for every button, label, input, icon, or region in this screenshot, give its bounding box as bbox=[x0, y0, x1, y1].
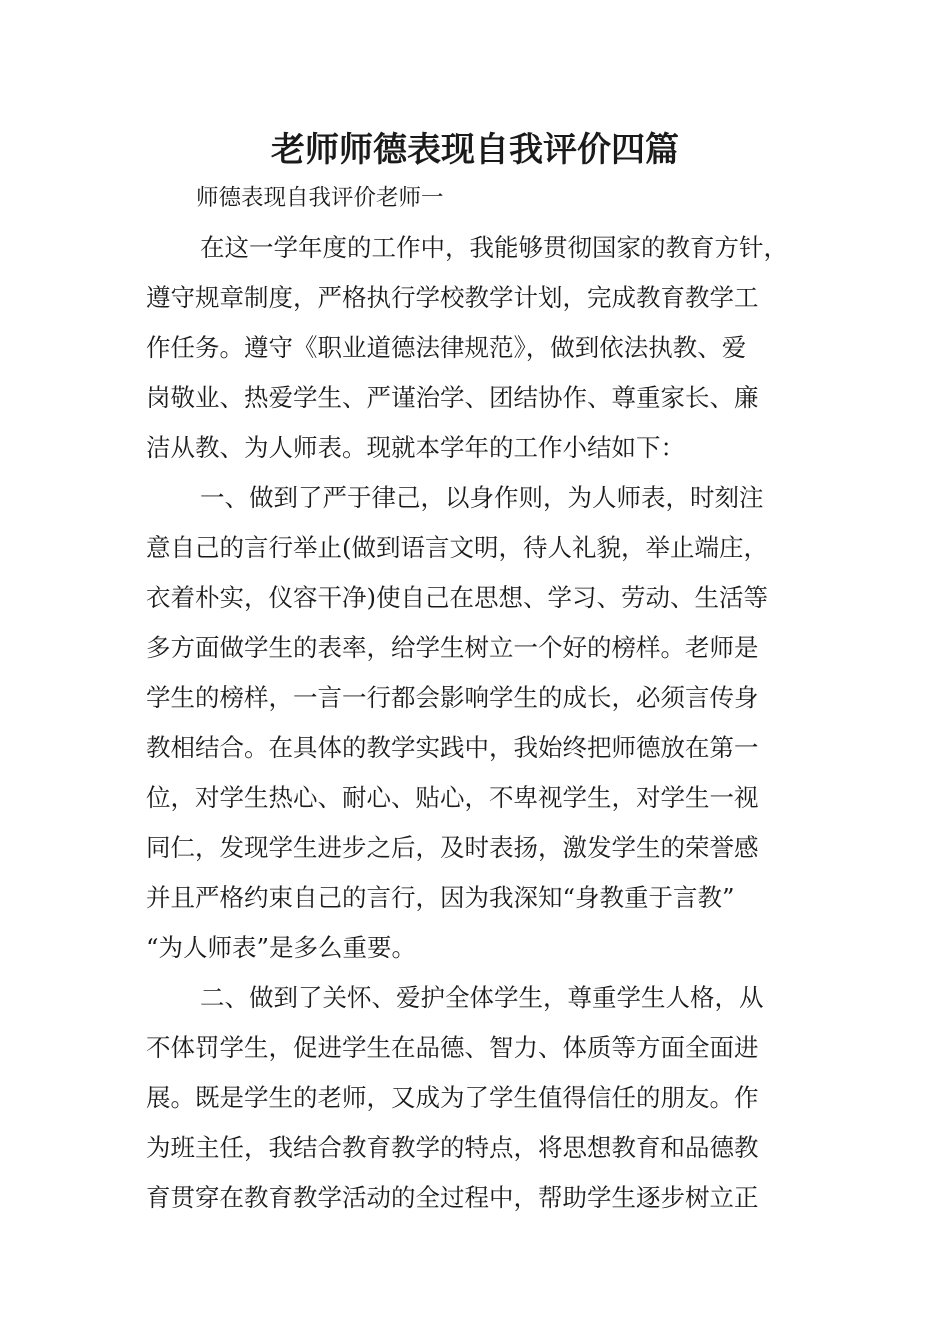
paragraph-line: 意自己的言行举止(做到语言文明，待人礼貌，举止端庄， bbox=[146, 533, 769, 562]
paragraph-line: 教相结合。在具体的教学实践中，我始终把师德放在第一 bbox=[146, 733, 759, 762]
document-title: 老师师德表现自我评价四篇 bbox=[271, 130, 679, 170]
paragraph-line: 一、做到了严于律己，以身作则，为人师表，时刻注 bbox=[200, 483, 764, 512]
paragraph-line: 为班主任，我结合教育教学的特点，将思想教育和品德教 bbox=[146, 1133, 759, 1162]
paragraph-line: 学生的榜样，一言一行都会影响学生的成长，必须言传身 bbox=[146, 683, 759, 712]
paragraph-line: 育贯穿在教育教学活动的全过程中，帮助学生逐步树立正 bbox=[146, 1183, 759, 1212]
paragraph-line: 并且严格约束自己的言行，因为我深知“身教重于言教” bbox=[146, 883, 735, 912]
paragraph-line: 在这一学年度的工作中，我能够贯彻国家的教育方针， bbox=[200, 233, 788, 262]
paragraph-line: 不体罚学生，促进学生在品德、智力、体质等方面全面进 bbox=[146, 1033, 759, 1062]
paragraph-line: 二、做到了关怀、爱护全体学生，尊重学生人格，从 bbox=[200, 983, 764, 1012]
paragraph-line: 多方面做学生的表率，给学生树立一个好的榜样。老师是 bbox=[146, 633, 759, 662]
paragraph-line: 岗敬业、热爱学生、严谨治学、团结协作、尊重家长、廉 bbox=[146, 383, 759, 412]
paragraph-line: 洁从教、为人师表。现就本学年的工作小结如下： bbox=[146, 433, 685, 462]
paragraph-line: 同仁，发现学生进步之后，及时表扬，激发学生的荣誉感 bbox=[146, 833, 759, 862]
paragraph-line: “为人师表”是多么重要。 bbox=[146, 933, 417, 962]
paragraph-line: 展。既是学生的老师，又成为了学生值得信任的朋友。作 bbox=[146, 1083, 759, 1112]
paragraph-line: 遵守规章制度，严格执行学校教学计划，完成教育教学工 bbox=[146, 283, 759, 312]
section-heading: 师德表现自我评价老师一 bbox=[196, 185, 444, 211]
paragraph-line: 作任务。遵守《职业道德法律规范》，做到依法执教、爱 bbox=[146, 333, 747, 362]
paragraph-line: 衣着朴实，仪容干净)使自己在思想、学习、劳动、生活等 bbox=[146, 583, 769, 612]
paragraph-line: 位，对学生热心、耐心、贴心，不卑视学生，对学生一视 bbox=[146, 783, 759, 812]
